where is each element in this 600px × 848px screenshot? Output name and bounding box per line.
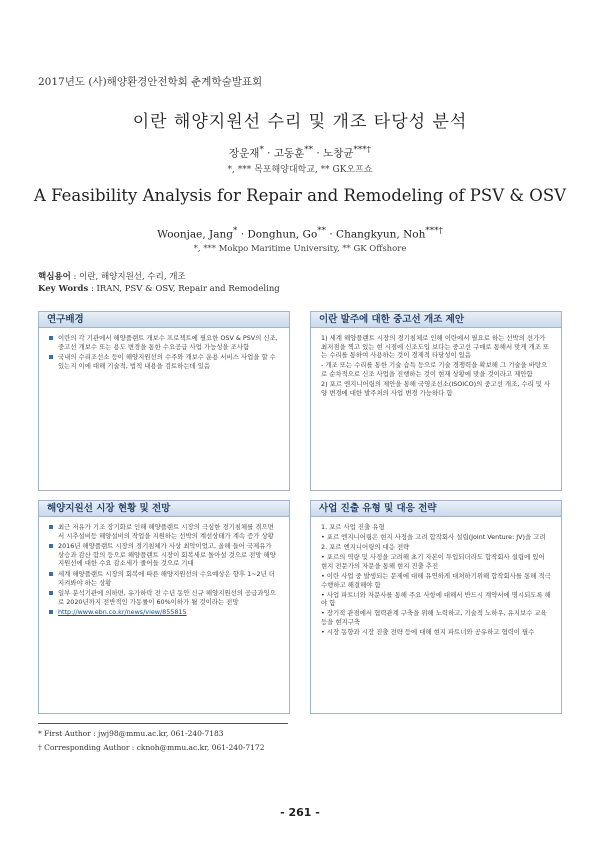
author-mark: * (232, 226, 238, 236)
conference-header: 2017년도 (사)해양환경안전학회 춘계학술발표회 (38, 76, 263, 88)
body-paragraph: • 이란 사업 중 발생되는 문제에 대해 유연하게 대처하기위해 합작회사를 통해 적극 수행하고 해결해야 함 (321, 571, 551, 589)
body-paragraph: - 개조 또는 수리를 통한 기술 습득 등으로 기술 경쟁력을 확보해 그 기술을 바탕으로 순차적으로 신조 사업을 진행하는 것이 현재 상황에 맞을 것이라고 제안함 (321, 361, 548, 378)
author-name: Changkyun, Noh (336, 228, 426, 241)
bullet-item: 일부 분석기관에 의하면, 유가하락 전 수년 동안 신규 해양지원선의 공급과잉으로 2020년까지 전반적인 가동률이 60%이하가 될 것이라는 전망 (49, 589, 279, 606)
section-heading: 연구배경 (39, 312, 289, 328)
author-name: 장운재 (229, 147, 260, 160)
body-paragraph: 1. 포르 사업 진출 유형 (321, 523, 385, 531)
body-paragraph: 1) 세계 해양플랜트 시장의 경기침체로 인해 이란에서 필요로 하는 선박의 선가가 최저점을 찍고 있는 현 시점에 신조도입 보다는 중고선 구매로 통해서 맞게 개조 또는 수리를 통하여 사용하는 것이 경제적 타당성이 있음 (321, 334, 550, 360)
source-link[interactable]: http://www.ebn.co.kr/news/view/855815 (58, 608, 187, 617)
keywords-label: Key Words (38, 284, 89, 294)
body-paragraph: • 장기적 관점에서 협력관계 구축을 위해 노력하고, 기술적 노하우, 유지보수 교육 등을 현지구축 (321, 609, 547, 626)
section-heading: 해양지원선 시장 현황 및 전망 (39, 501, 289, 517)
author-mark: ***† (353, 145, 371, 155)
keywords-value: : 이란, 해양지원선, 수리, 개조 (70, 272, 186, 282)
affiliation-english: *, *** Mokpo Maritime University, ** GK Offshore (193, 244, 407, 254)
author-mark: ***† (425, 226, 443, 236)
author-mark: ** (317, 226, 327, 236)
footnote-mark: * (38, 729, 42, 738)
bullet-square-icon (49, 355, 53, 359)
author-mark: * (259, 145, 264, 155)
body-paragraph: 2) 포르 엔지니어링의 제안을 통해 국영조선소(ISOICO)의 중고선 개조, 수리 및 사양 변경에 대한 발주처의 사업 변경 가능하다 함 (321, 379, 551, 397)
author-name: 노창균 (323, 147, 354, 160)
affiliation-korean: *, *** 목포해양대학교, ** GK오프쇼 (227, 165, 373, 175)
section-heading: 이란 발주에 대한 중고선 개조 제안 (311, 312, 561, 328)
bullet-item: 이란의 각 기관에서 해양플랜트 개보수 프로젝트에 필요한 OSV & PSV의 신조, 중고선 개보수 또는 용도 변경을 통한 수요공급 사업 가능성을 조사함 (49, 334, 279, 351)
body-paragraph: 2. 포르 엔지니어링의 대응 전략 (321, 543, 410, 552)
section-market (38, 500, 290, 714)
author-name: 고동훈 (273, 147, 305, 160)
author-separator: · (313, 147, 324, 160)
section-strategy (310, 500, 562, 714)
body-paragraph: • 포르 엔지니어링은 현지 사정을 고려 합작회사 설립(Joint Venture: JV)을 고려 (321, 533, 546, 542)
footnote-divider (38, 723, 288, 724)
body-paragraph: • 사업 파트너와 자문사를 통해 주요 사항에 대해서 반드시 계약서에 명시되도록 해야 함 (321, 590, 551, 608)
paper-title-english: A Feasibility Analysis for Repair and Remodeling of PSV & OSV (33, 186, 567, 205)
author-separator: · (237, 228, 248, 241)
page-number: - 261 - (280, 806, 320, 819)
bullet-item: 최근 저유가 기조 장기화로 인해 해양플랜트 시장의 극심한 경기침체를 겪으면서 시추설비등 해양설비의 작업을 지원하는 선박의 계선상태가 계속 증가 상황 (49, 523, 279, 540)
section-body (311, 517, 561, 637)
keywords-english (38, 284, 280, 294)
footnote-mark: † (38, 743, 42, 752)
bullet-item: 국내의 수리조선소 등이 해양지원선의 수주와 개보수 운용 서비스 사업을 할 수 있는지 이에 대해 기술적, 법적 내용을 검토하는데 있음 (49, 353, 279, 370)
author-separator: · (263, 147, 274, 160)
section-heading: 사업 진출 유형 및 대응 전략 (311, 501, 561, 517)
author-name: Woonjae, Jang (157, 228, 233, 241)
author-mark: ** (304, 145, 314, 155)
keywords-label: 핵심용어 (38, 272, 71, 282)
bullet-square-icon (49, 544, 53, 548)
keywords-korean (38, 270, 186, 282)
bullet-square-icon (49, 525, 53, 529)
bullet-item (49, 608, 279, 617)
author-name: Donghun, Go (247, 228, 318, 241)
bullet-item: 세계 해양플랜트 시장의 회복에 따른 해양지원선의 수요예상은 향후 1~2년 더 지켜봐야 하는 상황 (49, 570, 279, 587)
authors-korean (0, 145, 600, 161)
footnote-text: First Author : jwj98@mmu.ac.kr, 061-240-7183 (44, 729, 224, 738)
section-body (311, 328, 561, 397)
bullet-square-icon (49, 591, 53, 595)
section-body (39, 517, 289, 617)
body-paragraph: • 시장 동향과 시장 진출 전략 등에 대해 현지 파트너와 공유하고 협력이 필수 (321, 628, 535, 637)
section-body (39, 328, 289, 370)
bullet-square-icon (49, 336, 53, 340)
footnote-text: Corresponding Author : cknoh@mmu.ac.kr, 061-240-7172 (44, 743, 265, 752)
section-proposal (310, 311, 562, 491)
body-paragraph: • 포르의 역량 및 사정을 고려해 초기 자본이 투입되더라도 합작회사 설립에 있어 현지 전문가의 자문을 통해 현지 진출 추진 (321, 553, 545, 570)
authors-english (0, 226, 600, 241)
bullet-square-icon (49, 572, 53, 576)
bullet-square-icon (49, 610, 53, 614)
footnote-corresponding-author (38, 743, 264, 752)
footnote-first-author (38, 729, 224, 738)
bullet-item: 2016년 해양플랜트 시장의 경기침체가 사상 최악이었고, 올해 들어 국제유가 상승과 감산 합의 등으로 해양플랜트 시장이 회복세로 돌아설 것으로 전망 해양지원선에 대한 수요 감소세가 줄어들 것으로 기대 (49, 542, 279, 568)
paper-title-korean: 이란 해양지원선 수리 및 개조 타당성 분석 (132, 112, 468, 132)
author-separator: · (326, 228, 337, 241)
section-background (38, 311, 290, 491)
keywords-value: : IRAN, PSV & OSV, Repair and Remodeling (88, 284, 280, 294)
